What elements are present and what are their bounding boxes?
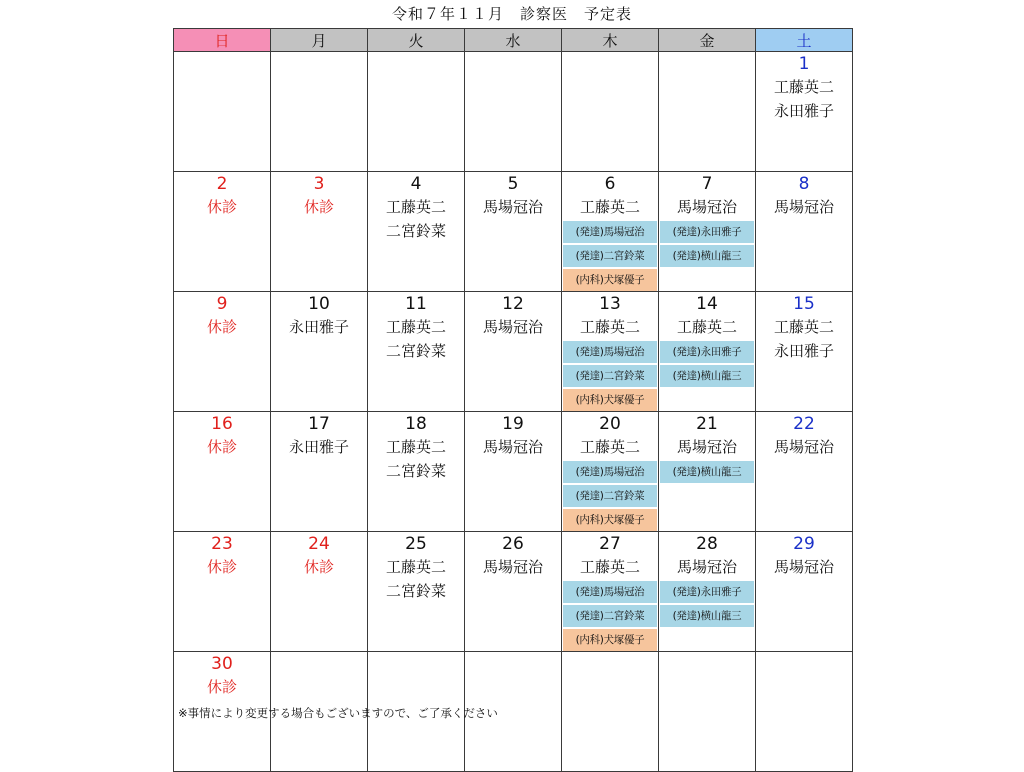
- weekday-header-mon: 月: [271, 29, 368, 52]
- weekday-header-sat: 土: [756, 29, 853, 52]
- day-number: 21: [696, 414, 718, 434]
- doctor-name: 工藤英二: [579, 318, 640, 336]
- week-row: [174, 292, 853, 412]
- day-cell: [659, 292, 756, 412]
- week-row: [174, 532, 853, 652]
- day-number: 2: [216, 174, 228, 194]
- day-cell: [174, 532, 271, 652]
- day-cell: [174, 292, 271, 412]
- day-cell: [174, 412, 271, 532]
- internal-medicine-entry: (内科)犬塚優子: [563, 509, 657, 531]
- day-cell: [465, 172, 562, 292]
- day-number: 24: [308, 534, 330, 554]
- day-number: 8: [798, 174, 810, 194]
- empty-day-cell: [562, 652, 659, 772]
- doctor-name: 工藤英二: [385, 558, 446, 576]
- developmental-clinic-entry: (発達)馬場冠治: [563, 461, 657, 483]
- weekday-header-thu: 木: [562, 29, 659, 52]
- page-title: 令和７年１１月 診察医 予定表: [391, 5, 632, 23]
- day-number: 9: [216, 294, 228, 314]
- day-cell: [271, 292, 368, 412]
- day-cell: [368, 412, 465, 532]
- developmental-clinic-entry: (発達)永田雅子: [660, 341, 754, 363]
- week-row: [174, 172, 853, 292]
- empty-day-cell: [659, 652, 756, 772]
- day-number: 13: [599, 294, 621, 314]
- empty-day-cell: [756, 652, 853, 772]
- day-number: 3: [313, 174, 325, 194]
- doctor-name: 馬場冠治: [482, 558, 543, 576]
- day-cell: [756, 172, 853, 292]
- doctor-name: 永田雅子: [288, 318, 349, 336]
- doctor-name: 工藤英二: [579, 438, 640, 456]
- day-number: 25: [405, 534, 427, 554]
- doctor-name: 永田雅子: [288, 438, 349, 456]
- developmental-clinic-entry: (発達)横山龍三: [660, 245, 754, 267]
- internal-medicine-entry: (内科)犬塚優子: [563, 389, 657, 411]
- day-cell: [465, 412, 562, 532]
- empty-day-cell: [271, 52, 368, 172]
- closed-label: 休診: [206, 318, 237, 336]
- week-row: [174, 412, 853, 532]
- weekday-header-fri: 金: [659, 29, 756, 52]
- doctor-name: 馬場冠治: [676, 198, 737, 216]
- doctor-name: 永田雅子: [773, 102, 834, 120]
- doctor-name: 二宮鈴菜: [385, 462, 446, 480]
- weekday-header-sun: 日: [174, 29, 271, 52]
- day-number: 27: [599, 534, 621, 554]
- doctor-name: 工藤英二: [385, 318, 446, 336]
- day-number: 20: [599, 414, 621, 434]
- doctor-name: 二宮鈴菜: [385, 342, 446, 360]
- day-cell: [659, 532, 756, 652]
- day-cell: [562, 292, 659, 412]
- doctor-name: 工藤英二: [676, 318, 737, 336]
- closed-label: 休診: [206, 678, 237, 696]
- day-cell: [174, 172, 271, 292]
- closed-label: 休診: [303, 558, 334, 576]
- day-number: 30: [211, 654, 233, 674]
- day-number: 1: [798, 54, 810, 74]
- day-cell: [271, 532, 368, 652]
- developmental-clinic-entry: (発達)二宮鈴菜: [563, 605, 657, 627]
- day-number: 14: [696, 294, 718, 314]
- internal-medicine-entry: (内科)犬塚優子: [563, 269, 657, 291]
- developmental-clinic-entry: (発達)馬場冠治: [563, 221, 657, 243]
- day-number: 23: [211, 534, 233, 554]
- day-number: 5: [507, 174, 519, 194]
- closed-label: 休診: [206, 198, 237, 216]
- day-number: 29: [793, 534, 815, 554]
- day-cell: [271, 172, 368, 292]
- day-number: 19: [502, 414, 524, 434]
- day-cell: [756, 532, 853, 652]
- closed-label: 休診: [303, 198, 334, 216]
- day-cell: [562, 172, 659, 292]
- doctor-name: 工藤英二: [579, 558, 640, 576]
- day-number: 10: [308, 294, 330, 314]
- day-cell: [562, 412, 659, 532]
- doctor-name: 工藤英二: [773, 78, 834, 96]
- internal-medicine-entry: (内科)犬塚優子: [563, 629, 657, 651]
- doctor-name: 馬場冠治: [773, 558, 834, 576]
- doctor-name: 馬場冠治: [482, 438, 543, 456]
- footnote: ※事情により変更する場合もございますので、ご了承ください: [178, 706, 498, 720]
- schedule-calendar: [173, 28, 853, 772]
- day-cell: [659, 172, 756, 292]
- day-number: 7: [701, 174, 713, 194]
- developmental-clinic-entry: (発達)二宮鈴菜: [563, 365, 657, 387]
- day-number: 17: [308, 414, 330, 434]
- weekday-header-tue: 火: [368, 29, 465, 52]
- doctor-name: 馬場冠治: [773, 438, 834, 456]
- doctor-name: 馬場冠治: [773, 198, 834, 216]
- day-cell: [756, 292, 853, 412]
- empty-day-cell: [368, 52, 465, 172]
- day-number: 28: [696, 534, 718, 554]
- day-number: 12: [502, 294, 524, 314]
- developmental-clinic-entry: (発達)馬場冠治: [563, 581, 657, 603]
- day-cell: [465, 532, 562, 652]
- doctor-name: 二宮鈴菜: [385, 222, 446, 240]
- empty-day-cell: [174, 52, 271, 172]
- weekday-header-row: [174, 29, 853, 52]
- doctor-name: 工藤英二: [385, 438, 446, 456]
- doctor-name: 馬場冠治: [676, 438, 737, 456]
- doctor-name: 二宮鈴菜: [385, 582, 446, 600]
- weekday-header-wed: 水: [465, 29, 562, 52]
- closed-label: 休診: [206, 558, 237, 576]
- day-number: 15: [793, 294, 815, 314]
- day-cell: [271, 412, 368, 532]
- developmental-clinic-entry: (発達)横山龍三: [660, 365, 754, 387]
- doctor-name: 工藤英二: [579, 198, 640, 216]
- doctor-name: 馬場冠治: [676, 558, 737, 576]
- developmental-clinic-entry: (発達)二宮鈴菜: [563, 245, 657, 267]
- developmental-clinic-entry: (発達)永田雅子: [660, 221, 754, 243]
- day-cell: [756, 412, 853, 532]
- doctor-name: 馬場冠治: [482, 198, 543, 216]
- doctor-name: 工藤英二: [773, 318, 834, 336]
- day-number: 18: [405, 414, 427, 434]
- day-number: 11: [405, 294, 427, 314]
- day-cell: [562, 532, 659, 652]
- day-number: 16: [211, 414, 233, 434]
- day-cell: [368, 292, 465, 412]
- day-cell: [659, 412, 756, 532]
- day-cell: [368, 172, 465, 292]
- developmental-clinic-entry: (発達)横山龍三: [660, 605, 754, 627]
- day-cell: [756, 52, 853, 172]
- day-cell: [465, 292, 562, 412]
- day-number: 6: [604, 174, 616, 194]
- day-number: 22: [793, 414, 815, 434]
- empty-day-cell: [659, 52, 756, 172]
- week-row: [174, 52, 853, 172]
- day-number: 4: [410, 174, 422, 194]
- empty-day-cell: [465, 52, 562, 172]
- developmental-clinic-entry: (発達)横山龍三: [660, 461, 754, 483]
- developmental-clinic-entry: (発達)二宮鈴菜: [563, 485, 657, 507]
- doctor-name: 馬場冠治: [482, 318, 543, 336]
- doctor-name: 永田雅子: [773, 342, 834, 360]
- developmental-clinic-entry: (発達)馬場冠治: [563, 341, 657, 363]
- closed-label: 休診: [206, 438, 237, 456]
- day-number: 26: [502, 534, 524, 554]
- doctor-name: 工藤英二: [385, 198, 446, 216]
- day-cell: [368, 532, 465, 652]
- developmental-clinic-entry: (発達)永田雅子: [660, 581, 754, 603]
- empty-day-cell: [562, 52, 659, 172]
